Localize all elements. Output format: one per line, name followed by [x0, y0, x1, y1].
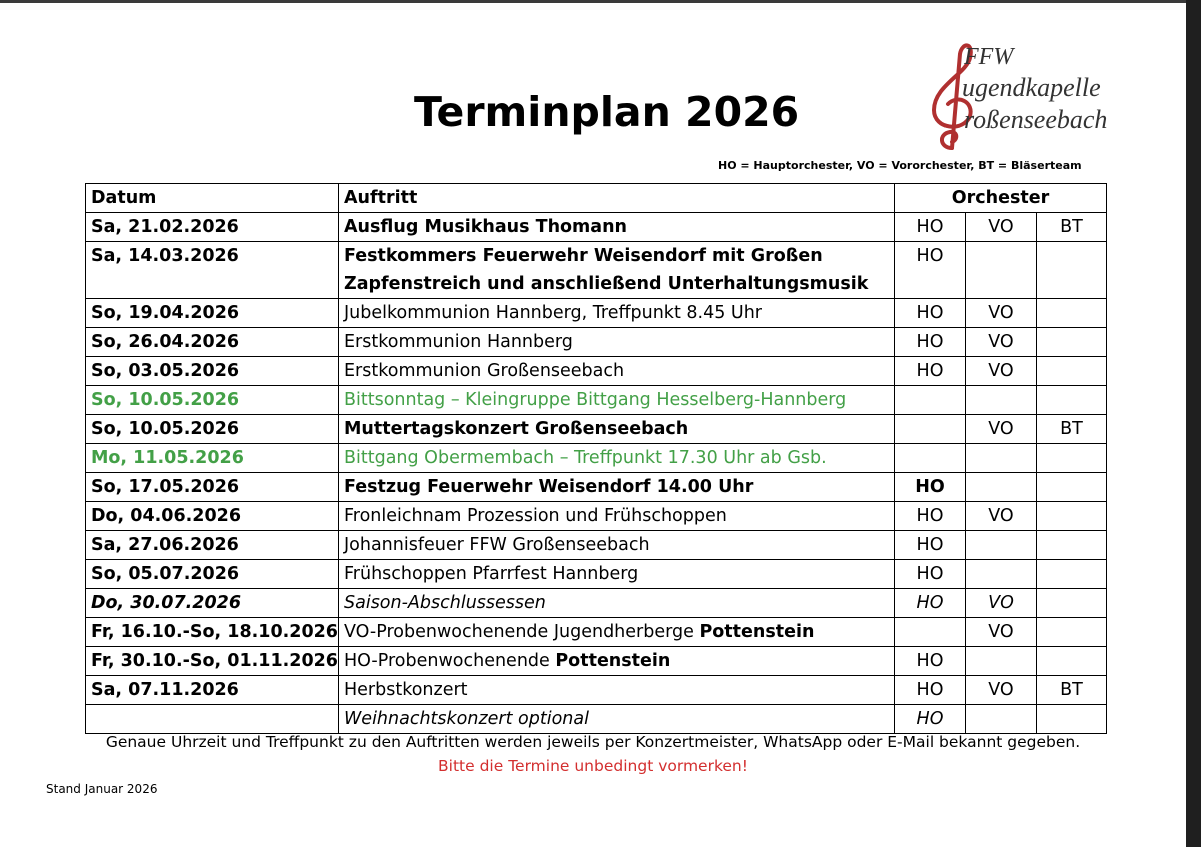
row-event: Johannisfeuer FFW Großenseebach: [339, 531, 895, 560]
row-event: Erstkommunion Großenseebach: [339, 357, 895, 386]
row-bt: [1037, 473, 1107, 502]
row-event: [339, 618, 895, 647]
row-vo: VO: [966, 357, 1037, 386]
logo-line-3: roßenseebach: [964, 105, 1108, 134]
table-row: [86, 502, 1107, 531]
row-vo: [966, 531, 1037, 560]
row-date: So, 03.05.2026: [86, 357, 339, 386]
row-vo: [966, 473, 1037, 502]
row-bt: [1037, 531, 1107, 560]
header-date: Datum: [86, 184, 339, 213]
row-date: Do, 30.07.2026: [86, 589, 339, 618]
row-date: Sa, 14.03.2026: [86, 242, 339, 299]
row-bt: [1037, 328, 1107, 357]
table-row: [86, 647, 1107, 676]
table-row: [86, 242, 1107, 299]
table-header-row: [86, 184, 1107, 213]
row-ho: HO: [895, 299, 966, 328]
page-title: Terminplan 2026: [414, 88, 800, 136]
table-row: [86, 473, 1107, 502]
row-bt: [1037, 444, 1107, 473]
row-date: Fr, 30.10.-So, 01.11.2026: [86, 647, 339, 676]
table-row: [86, 676, 1107, 705]
row-bt: [1037, 299, 1107, 328]
row-vo: [966, 560, 1037, 589]
row-vo: [966, 242, 1037, 299]
row-ho: HO: [895, 242, 966, 299]
row-bt: [1037, 560, 1107, 589]
row-vo: [966, 705, 1037, 734]
stand-date: Stand Januar 2026: [46, 782, 158, 796]
row-vo: [966, 386, 1037, 415]
window-right-border: [1186, 0, 1201, 847]
schedule-table: [85, 183, 1107, 734]
row-event: Frühschoppen Pfarrfest Hannberg: [339, 560, 895, 589]
table-row: [86, 705, 1107, 734]
row-event: Saison-Abschlussessen: [339, 589, 895, 618]
header-event: Auftritt: [339, 184, 895, 213]
row-event: Bittgang Obermembach – Treffpunkt 17.30 Uhr ab Gsb.: [339, 444, 895, 473]
row-date: So, 10.05.2026: [86, 415, 339, 444]
row-event: Ausflug Musikhaus Thomann: [339, 213, 895, 242]
row-vo: VO: [966, 676, 1037, 705]
row-event-line-1: Festkommers Feuerwehr Weisendorf mit Großen: [344, 246, 823, 266]
row-ho: HO: [895, 531, 966, 560]
row-bt: [1037, 502, 1107, 531]
logo: [920, 36, 1120, 156]
row-bt: BT: [1037, 415, 1107, 444]
row-date: Fr, 16.10.-So, 18.10.2026: [86, 618, 339, 647]
row-event-location: Pottenstein: [555, 651, 671, 671]
row-bt: [1037, 242, 1107, 299]
abbreviation-legend: HO = Hauptorchester, VO = Vororchester, BT = Bläserteam: [718, 159, 1082, 172]
table-row: [86, 357, 1107, 386]
row-date: So, 26.04.2026: [86, 328, 339, 357]
table-row: [86, 328, 1107, 357]
row-ho: HO: [895, 705, 966, 734]
table-row: [86, 386, 1107, 415]
row-ho: [895, 444, 966, 473]
row-event: Herbstkonzert: [339, 676, 895, 705]
row-event-text: HO-Probenwochenende: [344, 651, 556, 671]
row-date: Do, 04.06.2026: [86, 502, 339, 531]
table-row: [86, 531, 1107, 560]
row-vo: VO: [966, 299, 1037, 328]
logo-line-1: FFW: [964, 44, 1014, 70]
row-vo: VO: [966, 589, 1037, 618]
row-vo: [966, 647, 1037, 676]
row-ho: HO: [895, 473, 966, 502]
row-ho: HO: [895, 647, 966, 676]
row-event: [339, 647, 895, 676]
row-bt: [1037, 618, 1107, 647]
row-event: [339, 242, 895, 299]
table-row: [86, 618, 1107, 647]
row-event-line-2: Zapfenstreich und anschließend Unterhaltungsmusik: [344, 274, 869, 294]
row-event: Fronleichnam Prozession und Frühschoppen: [339, 502, 895, 531]
row-bt: [1037, 386, 1107, 415]
row-vo: VO: [966, 415, 1037, 444]
window-top-border: [0, 0, 1201, 3]
row-vo: VO: [966, 502, 1037, 531]
row-ho: HO: [895, 357, 966, 386]
row-ho: HO: [895, 213, 966, 242]
row-event: Erstkommunion Hannberg: [339, 328, 895, 357]
row-date: So, 05.07.2026: [86, 560, 339, 589]
row-date: Sa, 27.06.2026: [86, 531, 339, 560]
row-event: Weihnachtskonzert optional: [339, 705, 895, 734]
row-event: Bittsonntag – Kleingruppe Bittgang Hesselberg-Hannberg: [339, 386, 895, 415]
table-row: [86, 444, 1107, 473]
row-date: Mo, 11.05.2026: [86, 444, 339, 473]
row-ho: [895, 415, 966, 444]
footnote: Genaue Uhrzeit und Treffpunkt zu den Auftritten werden jeweils per Konzertmeister, WhatsApp oder E-Mail bekannt gegeben.: [105, 733, 1081, 751]
row-bt: [1037, 705, 1107, 734]
row-ho: HO: [895, 502, 966, 531]
table-row: [86, 299, 1107, 328]
row-bt: BT: [1037, 213, 1107, 242]
table-row: [86, 213, 1107, 242]
row-bt: [1037, 589, 1107, 618]
row-date: So, 17.05.2026: [86, 473, 339, 502]
row-bt: [1037, 647, 1107, 676]
row-event: Muttertagskonzert Großenseebach: [339, 415, 895, 444]
row-ho: [895, 618, 966, 647]
row-vo: VO: [966, 618, 1037, 647]
table-row: [86, 415, 1107, 444]
row-vo: [966, 444, 1037, 473]
row-bt: [1037, 357, 1107, 386]
row-ho: HO: [895, 589, 966, 618]
header-orchestra: Orchester: [895, 184, 1107, 213]
table-row: [86, 589, 1107, 618]
row-event-text: VO-Probenwochenende Jugendherberge: [344, 622, 700, 642]
row-ho: HO: [895, 676, 966, 705]
row-ho: [895, 386, 966, 415]
row-event: Festzug Feuerwehr Weisendorf 14.00 Uhr: [339, 473, 895, 502]
row-event: Jubelkommunion Hannberg, Treffpunkt 8.45 Uhr: [339, 299, 895, 328]
logo-line-2: ugendkapelle: [962, 73, 1101, 102]
row-ho: HO: [895, 328, 966, 357]
table-row: [86, 560, 1107, 589]
row-date: So, 10.05.2026: [86, 386, 339, 415]
row-date: So, 19.04.2026: [86, 299, 339, 328]
row-date: Sa, 07.11.2026: [86, 676, 339, 705]
reminder-note: Bitte die Termine unbedingt vormerken!: [438, 757, 748, 775]
row-date: [86, 705, 339, 734]
row-vo: VO: [966, 213, 1037, 242]
row-bt: BT: [1037, 676, 1107, 705]
row-ho: HO: [895, 560, 966, 589]
row-vo: VO: [966, 328, 1037, 357]
row-event-location: Pottenstein: [699, 622, 815, 642]
row-date: Sa, 21.02.2026: [86, 213, 339, 242]
